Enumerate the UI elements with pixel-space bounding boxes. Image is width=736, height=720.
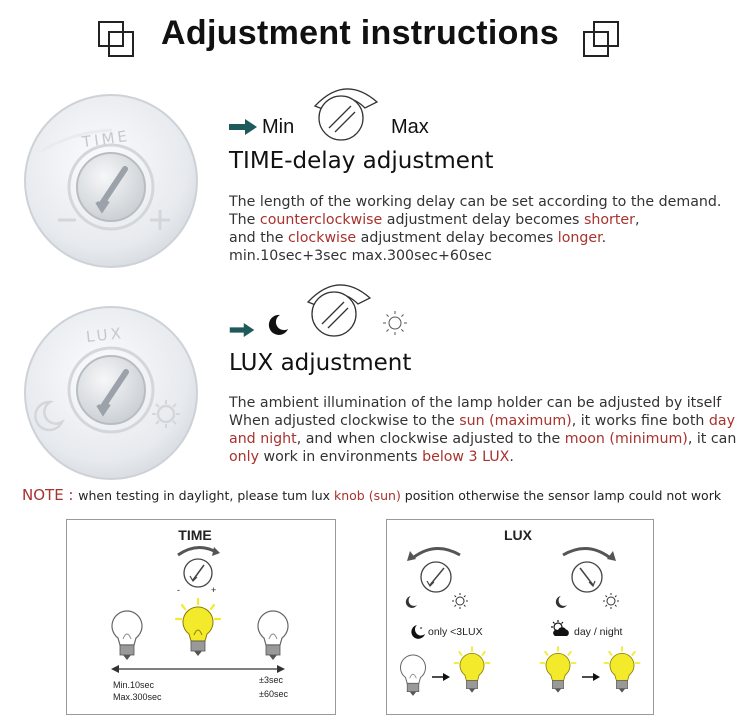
time-plus-line2: ±60sec: [259, 689, 288, 699]
lux-panel-title: LUX: [504, 527, 532, 543]
highlight-text: only: [229, 449, 260, 465]
note-text: when testing in daylight, please tum lux: [78, 488, 334, 503]
sun-cloud-icon: [549, 620, 571, 638]
highlight-text: moon (minimum): [564, 431, 688, 447]
time-heading: TIME-delay adjustment: [229, 148, 494, 174]
body-text: , it works fine both: [571, 413, 709, 429]
bulb-on-icon: [538, 644, 578, 698]
time-min-line2: Max.300sec: [113, 692, 162, 702]
body-text: adjustment delay becomes: [382, 212, 584, 228]
body-text: , and when clockwise adjusted to the: [296, 431, 565, 447]
arrow-right-icon: [229, 323, 255, 337]
body-text: The ambient illumination of the lamp holder can be adjusted by itself: [229, 395, 722, 411]
description-line: [229, 247, 721, 265]
time-plus: +: [211, 585, 217, 595]
arrow-right-icon: [432, 673, 450, 681]
description-line: [229, 448, 736, 466]
dial-rotation-icon: [305, 80, 385, 144]
body-text: ,: [634, 212, 640, 228]
arrow-right-icon: [582, 673, 600, 681]
bulb-on-icon: [173, 597, 223, 661]
lux-dial-sun-setting: [549, 543, 621, 613]
body-text: and the: [229, 230, 288, 246]
lux-knob-label: LUX: [85, 324, 125, 346]
bulb-off-icon: [109, 609, 145, 661]
highlight-text: day: [708, 413, 735, 429]
body-text: , it can: [687, 431, 736, 447]
lux-heading: LUX adjustment: [229, 350, 412, 376]
note: [22, 486, 721, 504]
overlapping-squares-icon: [582, 20, 620, 58]
time-knob-photo: [22, 92, 200, 270]
body-text: .: [601, 230, 607, 246]
dial-rotation-icon: [300, 276, 376, 340]
highlight-text: below 3 LUX: [422, 449, 510, 465]
body-text: When adjusted clockwise to the: [229, 413, 460, 429]
bulb-on-icon: [452, 644, 492, 698]
note-text-end: position otherwise the sensor lamp could not work: [400, 488, 722, 503]
moon-star-icon: [410, 624, 426, 640]
body-text: The length of the working delay can be set according to the demand.: [229, 194, 722, 210]
highlight-text: and night: [229, 431, 297, 447]
description-line: [229, 211, 721, 229]
lux-dial-moon-setting: [402, 543, 474, 613]
time-min-line1: Min.10sec: [113, 680, 155, 690]
description-line: [229, 412, 736, 430]
description-line: [229, 229, 721, 247]
page-title: Adjustment instructions: [161, 14, 559, 52]
highlight-text: shorter: [583, 212, 635, 228]
lux-right-caption: day / night: [574, 626, 623, 638]
description-line: [229, 193, 721, 211]
body-text: The: [229, 212, 260, 228]
bulb-off-icon: [398, 652, 428, 698]
highlight-text: sun (maximum): [459, 413, 572, 429]
body-text: work in environments: [259, 449, 423, 465]
highlight-text: clockwise: [288, 230, 357, 246]
time-minus: -: [177, 585, 180, 595]
highlight-text: counterclockwise: [259, 212, 383, 228]
bulb-off-icon: [255, 609, 291, 661]
time-knob-label: TIME: [80, 126, 132, 152]
max-label: Max: [391, 116, 429, 138]
lux-description: [229, 394, 736, 466]
time-plus-line1: ±3sec: [259, 675, 283, 685]
min-label: Min: [262, 116, 295, 138]
bulb-on-icon: [602, 644, 642, 698]
moon-icon: [266, 313, 290, 337]
arrow-right-icon: [229, 119, 257, 135]
note-lead: NOTE :: [22, 486, 79, 504]
description-line: [229, 394, 736, 412]
lux-left-caption: only <3LUX: [428, 626, 483, 638]
highlight-text: longer: [557, 230, 602, 246]
sun-icon: [382, 310, 408, 336]
body-text: .: [509, 449, 514, 465]
range-arrow: [111, 664, 285, 674]
body-text: min.10sec+3sec max.300sec+60sec: [229, 248, 492, 264]
time-description: [229, 193, 721, 265]
body-text: adjustment delay becomes: [356, 230, 558, 246]
note-highlight: knob (sun): [334, 488, 401, 503]
time-panel-title: TIME: [178, 527, 212, 543]
description-line: [229, 430, 736, 448]
